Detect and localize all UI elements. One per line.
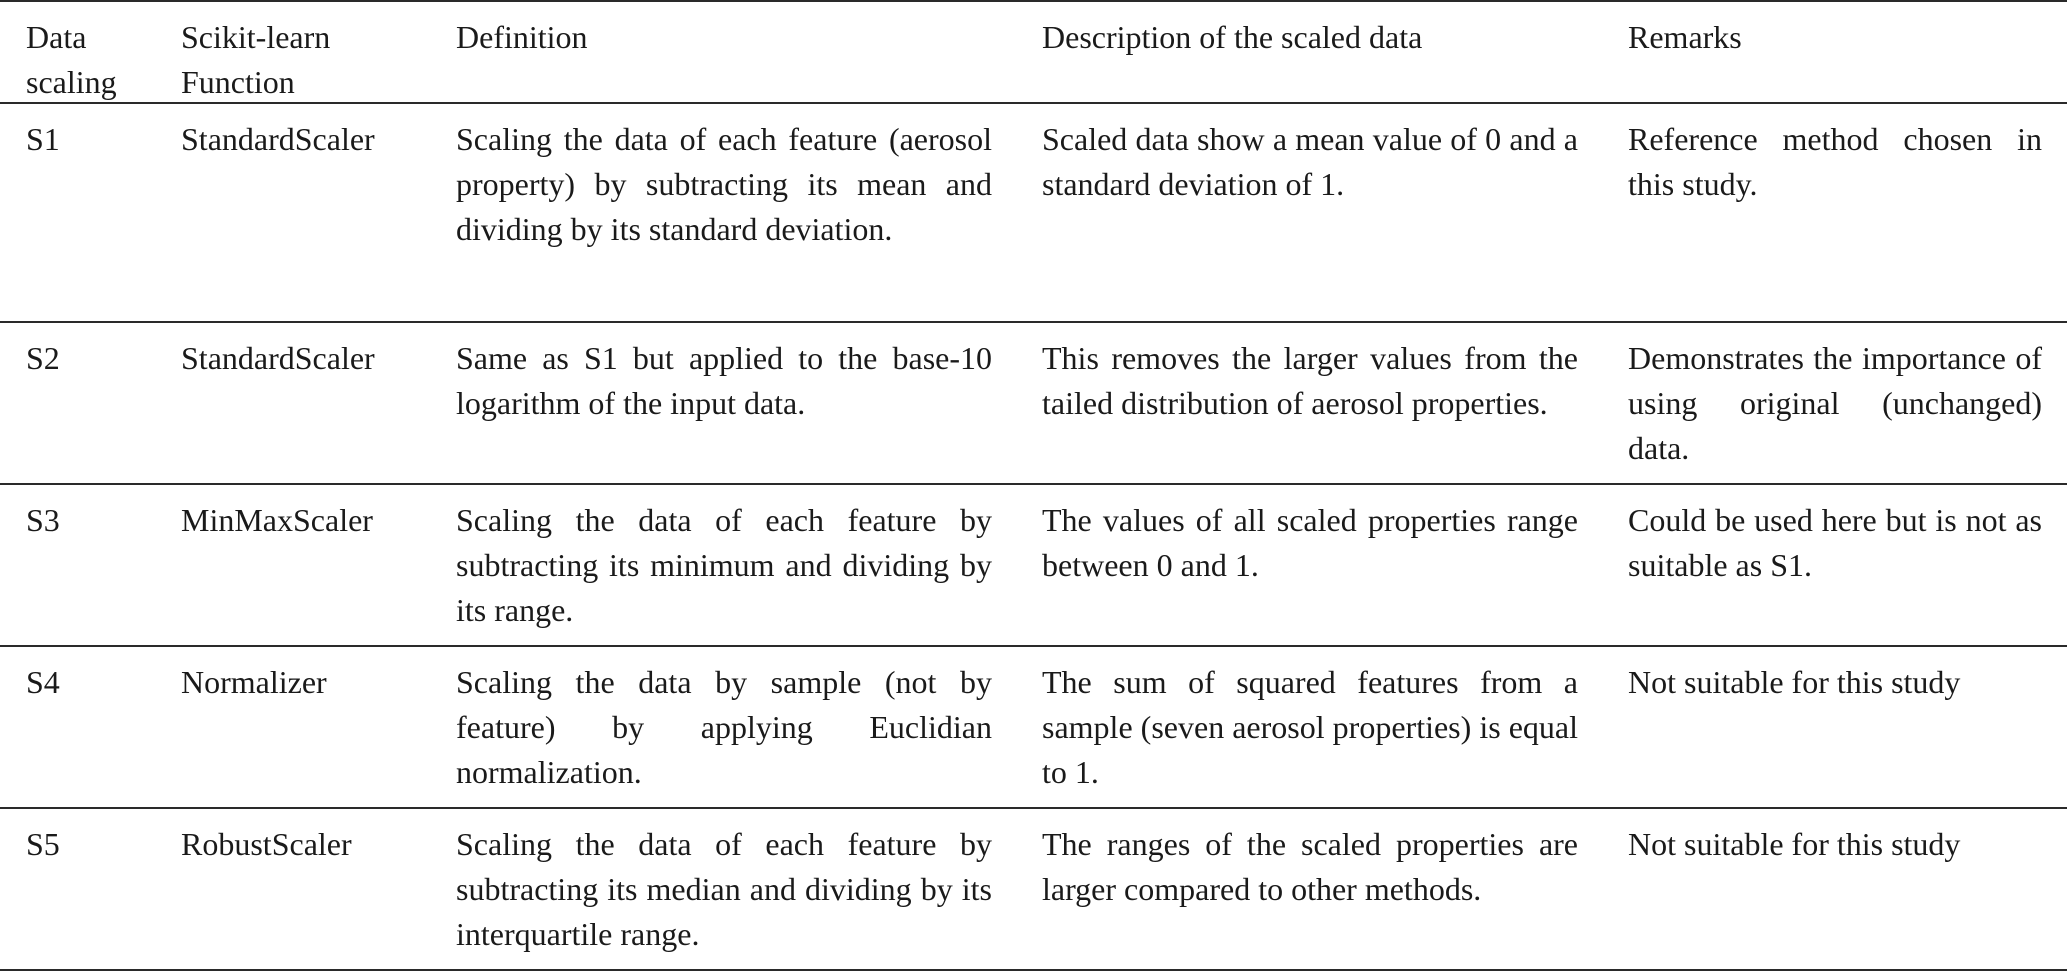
scaling-id: S4 — [26, 664, 60, 700]
definition-text: Scaling the data of each feature by subtracting its median and dividing by its interquartile range. — [456, 826, 992, 952]
table-row — [0, 323, 2067, 485]
table-header-row — [0, 0, 2067, 104]
sklearn-function: StandardScaler — [181, 340, 375, 376]
remarks-text: Demonstrates the importance of using original (unchanged) data. — [1628, 340, 2042, 466]
table-row — [0, 809, 2067, 971]
scaling-id: S3 — [26, 502, 60, 538]
remarks-text: Could be used here but is not as suitable as S1. — [1628, 502, 2042, 583]
sklearn-function: RobustScaler — [181, 826, 352, 862]
sklearn-function: MinMaxScaler — [181, 502, 373, 538]
remarks-text: Not suitable for this study — [1628, 826, 1961, 862]
description-text: Scaled data show a mean value of 0 and a standard deviation of 1. — [1042, 121, 1578, 202]
header-data-scaling: Data scaling — [26, 19, 117, 100]
sklearn-function: Normalizer — [181, 664, 327, 700]
description-text: The ranges of the scaled properties are larger compared to other methods. — [1042, 826, 1578, 907]
header-definition: Definition — [456, 19, 588, 55]
header-scikit-learn-function: Scikit-learn Function — [181, 19, 331, 100]
definition-text: Scaling the data by sample (not by feature) by applying Euclidian normalization. — [456, 664, 992, 790]
description-text: The sum of squared features from a sample (seven aerosol properties) is equal to 1. — [1042, 664, 1578, 790]
definition-text: Same as S1 but applied to the base-10 logarithm of the input data. — [456, 340, 992, 421]
definition-text: Scaling the data of each feature (aerosol property) by subtracting its mean and dividing by its standard deviation. — [456, 121, 992, 247]
header-description: Description of the scaled data — [1042, 19, 1423, 55]
scaling-id: S5 — [26, 826, 60, 862]
sklearn-function: StandardScaler — [181, 121, 375, 157]
scaling-id: S2 — [26, 340, 60, 376]
table-row — [0, 104, 2067, 323]
header-remarks: Remarks — [1628, 19, 1742, 55]
description-text: This removes the larger values from the tailed distribution of aerosol properties. — [1042, 340, 1578, 421]
scaling-id: S1 — [26, 121, 60, 157]
description-text: The values of all scaled properties range between 0 and 1. — [1042, 502, 1578, 583]
remarks-text: Not suitable for this study — [1628, 664, 1961, 700]
remarks-text: Reference method chosen in this study. — [1628, 121, 2042, 202]
definition-text: Scaling the data of each feature by subtracting its minimum and dividing by its range. — [456, 502, 992, 628]
table-row — [0, 485, 2067, 647]
table-row — [0, 647, 2067, 809]
